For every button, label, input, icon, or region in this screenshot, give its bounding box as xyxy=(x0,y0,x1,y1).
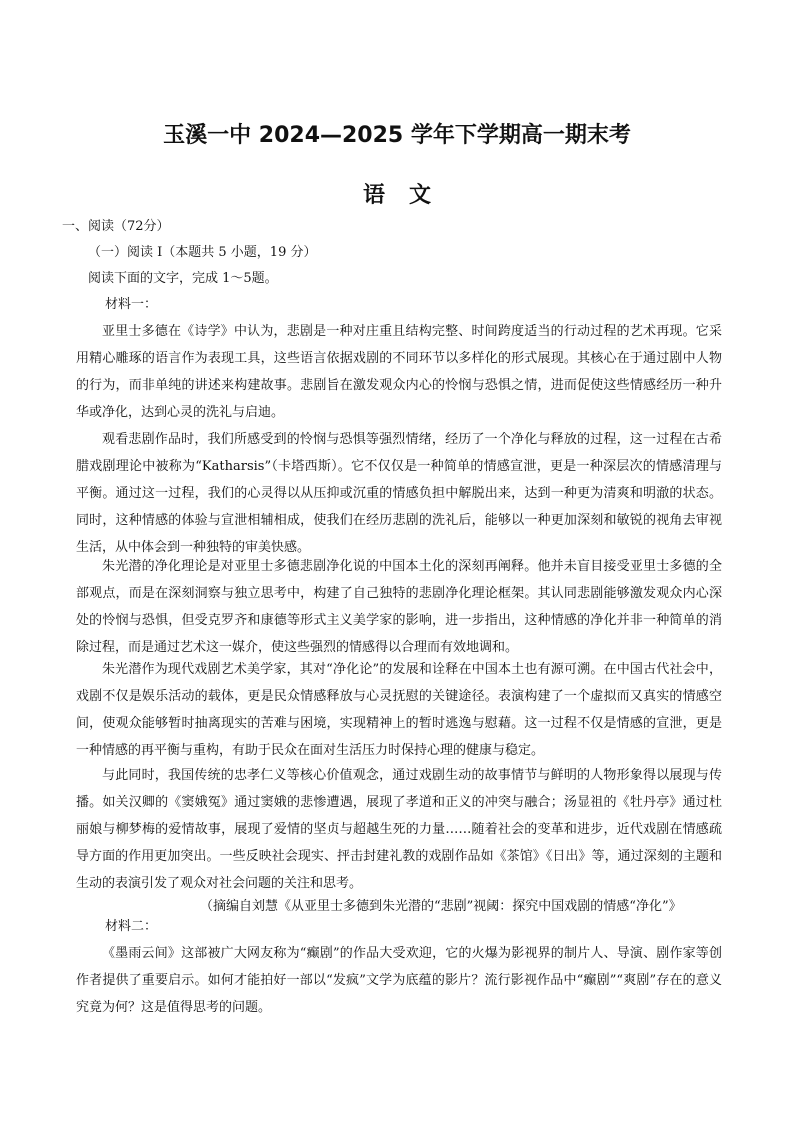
material-one-paragraph: 朱光潜作为现代戏剧艺术美学家，其对“净化论”的发展和诠释在中国本土也有源可溯。在中国古代社会中，戏剧不仅是娱乐活动的载体，更是民众情感释放与心灵抚慰的关键途径。表演构建了一个虚拟而又真实的情感空间，使观众能够暂时抽离现实的苦难与困境，实现精神上的暂时逃逸与慰藉。这一过程不仅是情感的宣泄，更是一种情感的再平衡与重构，有助于民众在面对生活压力时保持心理的健康与稳定。 xyxy=(76,662,722,758)
material-one-source: （摘编自刘慧《从亚里士多德到朱光潜的“悲剧”视阈：探究中国戏剧的情感“净化”》 xyxy=(200,899,682,914)
exam-title: 玉溪一中 2024—2025 学年下学期高一期末考 xyxy=(163,123,631,148)
material-one-paragraph: 亚里士多德在《诗学》中认为，悲剧是一种对庄重且结构完整、时间跨度适当的行动过程的艺术再现。它采用精心雕琢的语言作为表现工具，这些语言依据戏剧的不同环节以多样化的形式展现。其核心在于通过剧中人物的行为，而非单纯的讲述来构建故事。悲剧旨在激发观众内心的怜悯与恐惧之情，进而促使这些情感经历一种升华或净化，达到心灵的洗礼与启迪。 xyxy=(76,324,722,420)
subject-title: 语文 xyxy=(362,183,455,208)
material-one-paragraph: 观看悲剧作品时，我们所感受到的怜悯与恐惧等强烈情绪，经历了一个净化与释放的过程，这一过程在古希腊戏剧理论中被称为“Katharsis”（卡塔西斯）。它不仅仅是一种简单的情感宣泄，更是一种深层次的情感清理与平衡。通过这一过程，我们的心灵得以从压抑或沉重的情感负担中解脱出来，达到一种更为清爽和明澈的状态。同时，这种情感的体验与宣泄相辅相成，使我们在经历悲剧的洗礼后，能够以一种更加深刻和敏锐的视角去审视生活，从中体会到一种独特的审美快感。 xyxy=(76,432,722,555)
material-one-paragraph: 与此同时，我国传统的忠孝仁义等核心价值观念，通过戏剧生动的故事情节与鲜明的人物形象得以展现与传播。如关汉卿的《窦娥冤》通过窦娥的悲惨遭遇，展现了孝道和正义的冲突与融合；汤显祖的《牡丹亭》通过杜丽娘与柳梦梅的爱情故事，展现了爱情的坚贞与超越生死的力量……随着社会的变革和进步，近代戏剧在情感疏导方面的作用更加突出。一些反映社会现实、抨击封建礼教的戏剧作品如《茶馆》《日出》等，通过深刻的主题和生动的表演引发了观众对社会问题的关注和思考。 xyxy=(76,768,722,891)
material-two-label: 材料二： xyxy=(105,919,158,934)
reading-instruction: 阅读下面的文字，完成 1～5题。 xyxy=(88,271,278,286)
sub-section-heading: （一）阅读 I（本题共 5 小题，19 分） xyxy=(88,245,317,260)
material-one-label: 材料一： xyxy=(105,297,158,312)
material-two-paragraph: 《墨雨云间》这部被广大网友称为“癫剧”的作品大受欢迎，它的火爆为影视界的制片人、导演、剧作家等创作者提供了重要启示。如何才能拍好一部以“发疯”文学为底蕴的影片？流行影视作品中“癫剧”“爽剧”存在的意义究竟为何？这是值得思考的问题。 xyxy=(76,946,722,1015)
material-one-paragraph: 朱光潜的净化理论是对亚里士多德悲剧净化说的中国本土化的深刻再阐释。他并未盲目接受亚里士多德的全部观点，而是在深刻洞察与独立思考中，构建了自己独特的悲剧净化理论框架。其认同悲剧能够激发观众内心深处的怜悯与恐惧，但受克罗齐和康德等形式主义美学家的影响，进一步指出，这种情感的净化并非一种简单的消除过程，而是通过艺术这一媒介，使这些强烈的情感得以合理而有效地调和。 xyxy=(76,559,722,655)
section-heading: 一、阅读（72分） xyxy=(62,219,170,234)
